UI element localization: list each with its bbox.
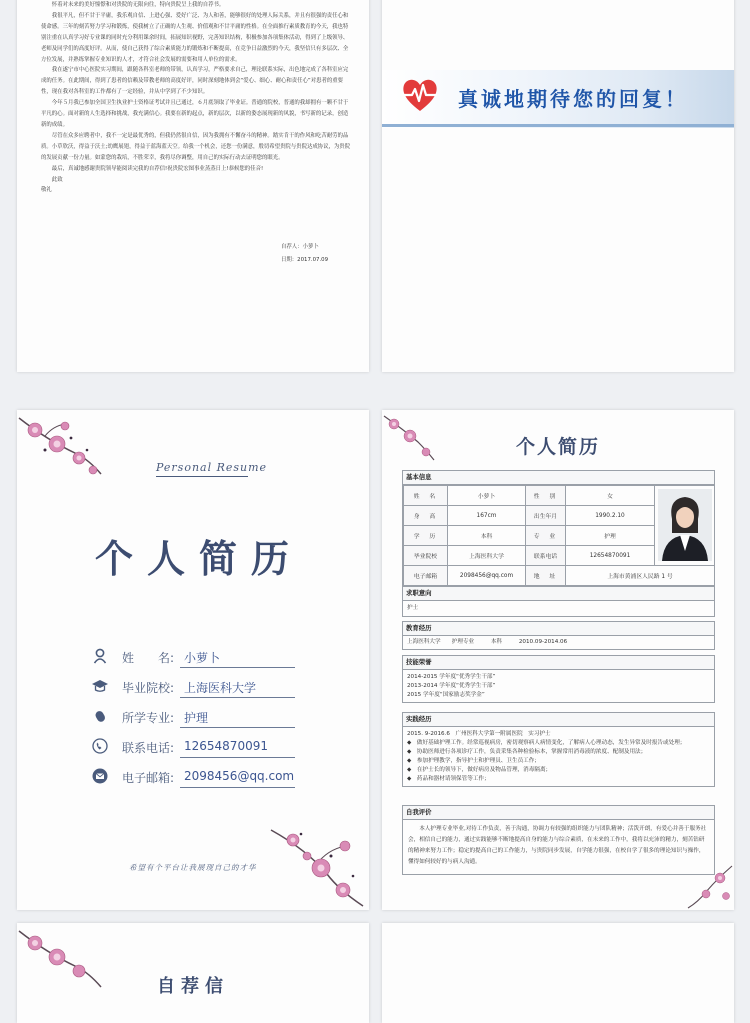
- letter-paragraph: 我在遂宁市中心医院实习期间，跟随各科室老师的带领，认真学习，严格要求自己，理论联系实际，出色地完成了各科室应完成的任务。在此期间，得到了患者的信赖及带教老师的高度好评，同时深刻地体到会“爱心、细心、耐心和责任心”对患者的重要性，现在我对各科室的工作都有了一定经验，并从中学到了不少知识。: [41, 67, 349, 96]
- cover-motto: 希望有个平台让我展现自己的才华: [129, 863, 257, 872]
- basic-info-section: [402, 470, 715, 586]
- self-evaluation-text: 本人护理专业毕业,对待工作负责，善于沟通，协调力有较强的组织能力与团队精神；活泼开朗，有爱心并善于服务社会，相信自己的能力，通过实践能够不断地提高自身的能力与综合素质，在未来的工作中，我将以充沛的精力，刻苦钻研的精神来努力工作；稳定的提高自己的工作能力，与贵院同步发展，自学能力很强，在校自学了很多的理论知识与操作，懂得如何较好的与病人沟通。: [403, 820, 714, 875]
- cell-value: 2098456@qq.com: [448, 566, 526, 586]
- education-section: [402, 621, 715, 650]
- job-intent-section: [402, 586, 715, 617]
- cell-label: 姓 名: [404, 486, 448, 506]
- field-value: 上海医科大学: [184, 681, 257, 695]
- field-underline: [180, 787, 295, 788]
- cell-value: 167cm: [448, 506, 526, 526]
- photo-cell: [655, 486, 715, 566]
- awards-section: [402, 655, 715, 703]
- cell-label: 毕业院校: [404, 546, 448, 566]
- practice-item: ◆ 做好基础护理工作。经常巡视病房，密切观察病人病情变化，了解病人心理动态，发生异常及时报告或处理；: [407, 739, 686, 746]
- letter-paragraph: 最后，真诚地感谢贵院领导能阅读完我的自荐信!祝贵院宏图事业蒸蒸日上!恭候您的佳音!: [51, 165, 264, 172]
- field-label: 联系电话:: [122, 741, 175, 755]
- practice-item: ◆ 在护士长的领导下，做好病房及物品管理，消毒隔离；: [407, 766, 552, 773]
- awards-list: [403, 670, 714, 703]
- plum-blossom-decoration: [267, 810, 367, 910]
- letter-paragraph: 我很平凡，但不甘于平庸，我乐观自信、上进心强、爱好广泛、为人和善，能够很好的处理人际关系，并且有很强的责任心和使命感。三年的刻苦努力学习和锻炼，使我树立了正确的人生观、价值观和不甘平庸的性格。在全面推行素质教育的今天，我也特别注重在认真学习好专业课的同时充分利用课余时间，拓展知识视野，完善知识结构，积极参加各项集体活动，得到了上级领导、老师及同学们的高度好评。从而，使自己获得了综合素质能力的锻炼和不断提高，在竞争日益激烈的今天，我坚信只有多层次、全方位发展，并熟练掌握专业知识的人才，才符合社会发展的需要和用人单位的需求。: [41, 12, 349, 63]
- closing-banner: [382, 70, 734, 128]
- banner-underline: [382, 124, 734, 127]
- cover-field-major: [92, 706, 322, 728]
- letter-paragraph: 今年５月我已参加全国卫生执业护士资格证考试并且已通过，６月底领取了毕业证。普通的院校，普通的我却拥有一颗不甘于平凡的心。面对新的人生选择和挑战，我充满信心。我要在新的起点，新的层次，以新的姿态展现新的风貌，书写新的记录，创造新的成绩。: [41, 100, 349, 128]
- graduation-cap-icon: [92, 678, 108, 694]
- award-item: 2015 学年度“国家励志奖学金”: [407, 691, 485, 698]
- resume-cover-page: [17, 410, 369, 910]
- job-intent-value: 护士: [403, 601, 714, 617]
- phone-icon: [92, 738, 108, 754]
- cell-label: 出生年月: [526, 506, 566, 526]
- practice-list: [403, 727, 714, 787]
- profile-photo: [658, 489, 712, 561]
- practice-item: 2015. 9-2016.6 广州医科大学第一附属医院 实习护士: [407, 731, 551, 737]
- letter-regards: 敬礼: [41, 187, 52, 194]
- field-underline: [180, 727, 295, 728]
- email-icon: [92, 768, 108, 784]
- plum-blossom-decoration: [686, 862, 734, 910]
- field-label: 电子邮箱:: [122, 771, 175, 785]
- field-underline: [180, 667, 295, 668]
- field-value: 护理: [184, 711, 209, 725]
- field-value: 小萝卜: [184, 651, 221, 665]
- cell-label: 专 业: [526, 526, 566, 546]
- practice-item: ◆ 协助医师进行各项诊疗工作，负责采集各种检验标本，掌握常用消毒液的浓度、配制及用法；: [407, 748, 647, 755]
- field-label: 姓 名:: [122, 651, 175, 665]
- english-title: Personal Resume: [156, 461, 268, 474]
- section-header: 实践经历: [403, 713, 714, 727]
- practice-item: ◆ 参加护理教学，指导护士和护理员、卫生员工作；: [407, 757, 540, 764]
- section-header: 基本信息: [403, 471, 714, 485]
- cell-value: 小萝卜: [448, 486, 526, 506]
- cell-value: 本科: [448, 526, 526, 546]
- cell-label: 身 高: [404, 506, 448, 526]
- cover-title: 个人简历: [95, 536, 304, 581]
- cell-label: 联系电话: [526, 546, 566, 566]
- section-header: 技能荣誉: [403, 656, 714, 670]
- mouse-icon: [92, 708, 108, 724]
- banner-text: 真诚地期待您的回复！: [458, 87, 688, 111]
- cell-value: 1990.2.10: [566, 506, 655, 526]
- field-label: 毕业院校:: [122, 681, 175, 695]
- field-value: 2098456@qq.com: [184, 769, 295, 783]
- cover-letter-page: [17, 0, 369, 372]
- cell-label: 学 历: [404, 526, 448, 546]
- field-label: 所学专业:: [122, 711, 175, 725]
- letter-closing: 此致: [51, 176, 63, 183]
- education-entry: 上海医科大学 护理专业 本科 2010.09-2014.06: [403, 636, 714, 650]
- cell-value: 上海医科大学: [448, 546, 526, 566]
- basic-info-table: [403, 485, 715, 586]
- cell-label: 电子邮箱: [404, 566, 448, 586]
- cover-letter-title: 自荐信: [157, 976, 229, 997]
- letter-paragraph: 怀着对未来的美好憧憬和对贵院的无限向往，特向贵院呈上我的自荐书。: [51, 2, 225, 8]
- cover-field-phone: [92, 736, 322, 758]
- letter-paragraph: 尽管在众多应聘者中，我不一定是最优秀的，但我仍然很自信，因为我拥有不懈奋斗的精神。踏实肯干的作风和吃苦耐劳的品质。小草欣沃，得益于沃土;幼鹰展翅，得益于蓝海蓝天空。给我一个机会，还您一份满意，殷切希望贵院与贵院达成协议，为贵院的发展贡献一份力量。如蒙您的栽培，不胜荣幸，我将尽你调整，用自己的实际行动去证明您的眼光。: [41, 132, 351, 161]
- cell-label: 地 址: [526, 566, 566, 586]
- cover-field-school: [92, 676, 322, 698]
- cell-value: 护理: [566, 526, 655, 546]
- practice-section: [402, 712, 715, 787]
- resume-title: 个人简历: [515, 436, 600, 458]
- letter-body: [41, 0, 353, 196]
- cover-field-email: [92, 766, 322, 788]
- letter-signer: 自荐人：小萝卜: [281, 244, 319, 250]
- field-underline: [180, 697, 295, 698]
- cover-field-name: [92, 646, 322, 668]
- practice-item: ◆ 药品和器材请领保管等工作；: [407, 775, 490, 782]
- field-value: 12654870091: [184, 739, 268, 753]
- cell-value: 上海市黄浦区人民路 1 号: [566, 566, 715, 586]
- award-item: 2014-2015 学年度“优秀学生干部”: [407, 674, 496, 680]
- heart-pulse-icon: [400, 75, 440, 115]
- field-underline: [180, 757, 295, 758]
- section-header: 教育经历: [403, 622, 714, 636]
- letter-date: 日期：2017.07.09: [281, 257, 329, 263]
- section-header: 自我评价: [403, 806, 714, 820]
- cell-value: 12654870091: [566, 546, 655, 566]
- person-icon: [92, 648, 108, 664]
- english-title-underline: [156, 476, 248, 477]
- plum-blossom-decoration: [17, 410, 107, 490]
- section-header: 求职意向: [403, 587, 714, 601]
- self-evaluation-section: [402, 805, 715, 875]
- cell-label: 性 别: [526, 486, 566, 506]
- cover-letter-title-page: [17, 923, 369, 1023]
- award-item: 2013-2014 学年度“优秀学生干部”: [407, 682, 496, 689]
- resume-detail-page: [382, 410, 734, 910]
- blank-page: [382, 923, 734, 1023]
- cell-value: 女: [566, 486, 655, 506]
- closing-page: [382, 0, 734, 372]
